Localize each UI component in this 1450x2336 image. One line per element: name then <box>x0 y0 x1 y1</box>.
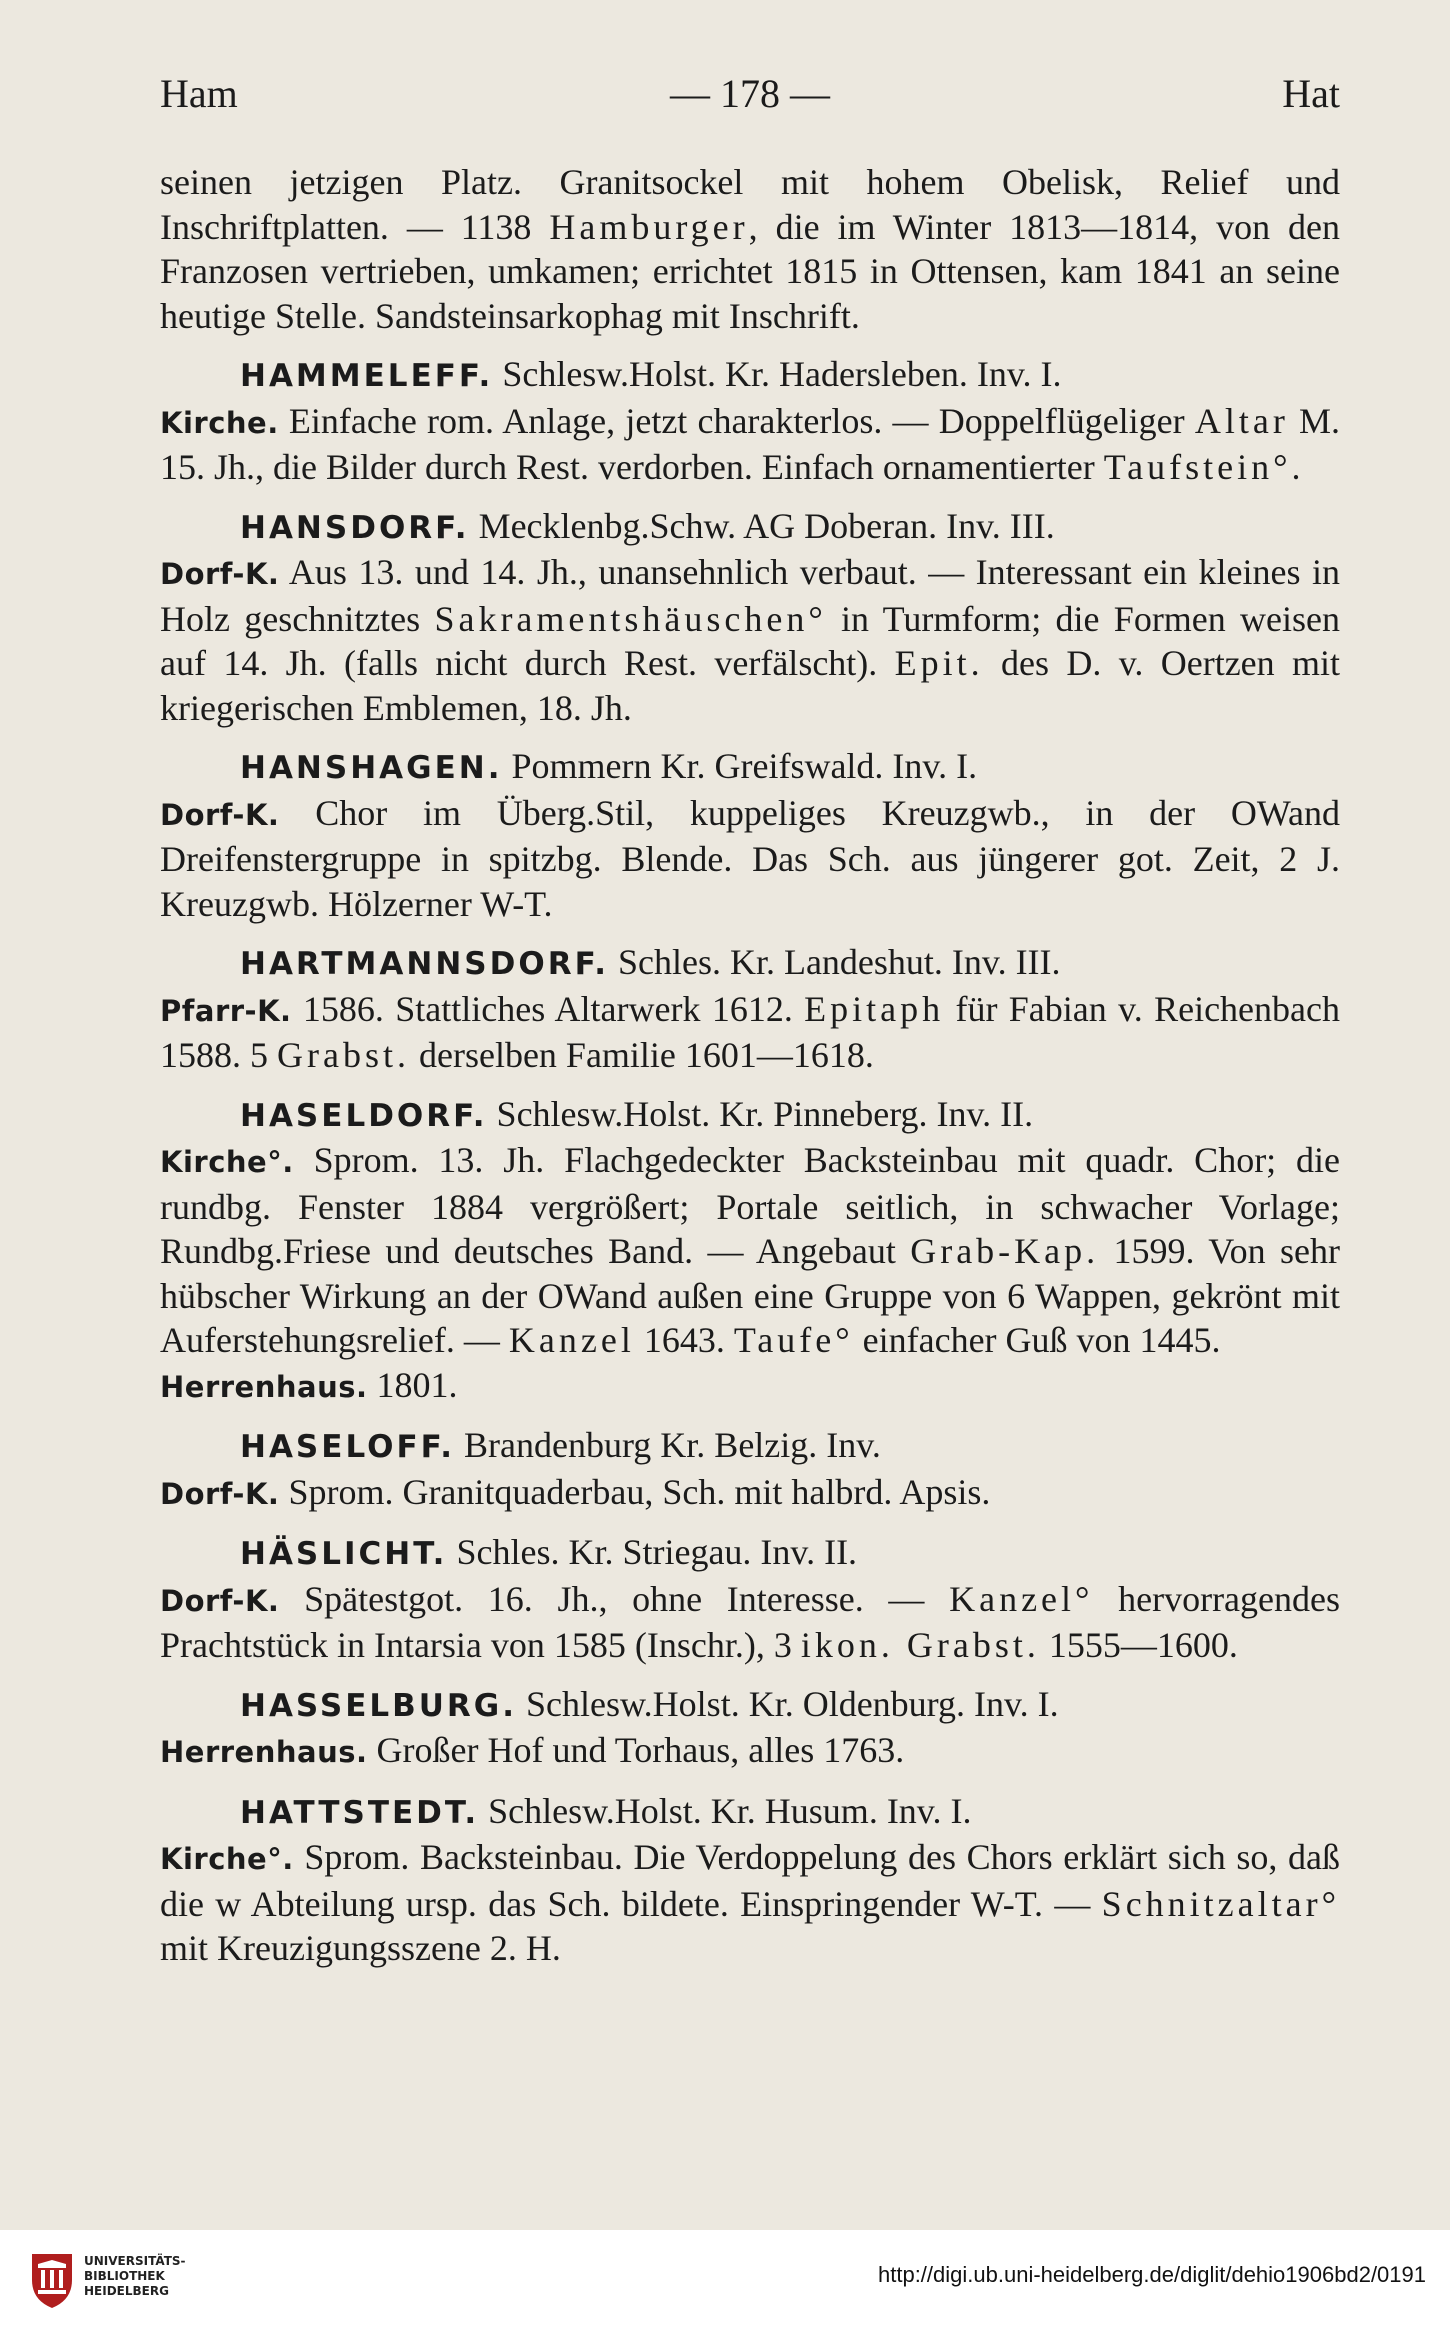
entry-text: des D. v. Oertzen mit kriegerischen Emblemen, 18. Jh. <box>160 643 1341 728</box>
entry-heading <box>160 1092 1340 1139</box>
spaced-term: Epitaph <box>804 988 945 1029</box>
source-url[interactable]: http://digi.ub.uni-heidelberg.de/diglit/dehio1906bd2/0191 <box>878 2262 1426 2287</box>
entry-text: mit Kreuzigungsszene 2. H. <box>160 1928 561 1968</box>
entry-body <box>160 1835 1340 1971</box>
place-name: HANSDORF. <box>240 509 470 546</box>
entry-text: M. 15. Jh., die Bilder durch Rest. verdorben. Einfach ornamentierter <box>160 400 1340 487</box>
entry-body <box>160 987 1340 1078</box>
intro-paragraph <box>160 160 1340 338</box>
building-label: Dorf-K. <box>160 797 280 832</box>
entry <box>160 1789 1340 1971</box>
entry-heading <box>160 1682 1340 1729</box>
entry-heading <box>160 504 1340 551</box>
entry-text: Sprom. Backsteinbau. Die Verdoppelung des Chors erklärt sich so, daß die w Abteilung ursp. das Sch. bildete. Einspringender W-T. — <box>160 1837 1340 1924</box>
region: Pommern Kr. Greifswald. Inv. I. <box>502 746 978 786</box>
entry-text: 1555—1600. <box>1039 1625 1238 1665</box>
place-name: HASSELBURG. <box>240 1687 518 1724</box>
entry-text: Aus 13. und 14. Jh., unansehnlich verbaut. — Interessant ein kleines in Holz geschnitztes <box>160 552 1340 639</box>
entry-body <box>160 1728 1340 1775</box>
spaced-term: Kanzel° <box>949 1578 1094 1619</box>
building-label: Dorf-K. <box>160 1583 280 1618</box>
header-right-catchword: Hat <box>1282 71 1340 116</box>
spaced-term: Taufe° <box>733 1320 854 1360</box>
spaced-term: Kanzel <box>508 1320 635 1360</box>
entry-body <box>160 791 1340 927</box>
spaced-term: Sakramentshäuschen° <box>434 598 827 639</box>
entry <box>160 1423 1340 1516</box>
building-label: Kirche°. <box>160 1145 294 1179</box>
place-name: HAMMELEFF. <box>240 358 494 394</box>
header-left-catchword: Ham <box>160 71 238 116</box>
spaced-term: Schnitzaltar° <box>1101 1883 1340 1924</box>
entry-body <box>160 1470 1340 1517</box>
entry-text: Sprom. Granitquaderbau, Sch. mit halbrd. Apsis. <box>279 1471 991 1512</box>
entry <box>160 1682 1340 1775</box>
entry-text: für Fabian v. Reichenbach 1588. 5 <box>160 988 1340 1075</box>
region: Schlesw.Holst. Kr. Husum. Inv. I. <box>479 1790 972 1831</box>
entry-text: 1599. Von sehr hübscher Wirkung an der OWand außen eine Gruppe von 6 Wappen, gekrönt mit Auferstehungsrelief. — <box>160 1231 1340 1360</box>
spaced-term: Grab-Kap. <box>910 1231 1100 1271</box>
entry-text: Großer Hof und Torhaus, alles 1763. <box>367 1730 905 1770</box>
region: Schles. Kr. Striegau. Inv. II. <box>447 1532 858 1572</box>
entry-text: Chor im Überg.Stil, kuppeliges Kreuzgwb., in der OWand Dreifenstergruppe in spitzbg. Blende. Das Sch. aus jüngerer got. Zeit, 2 J. Kreuzgwb. Hölzerner W-T. <box>160 792 1340 924</box>
place-name: HARTMANNSDORF. <box>240 946 609 982</box>
intro-text-2: , die im Winter 1813—1814, von den Franzosen vertrieben, umkamen; errichtet 1815 in Ottensen, kam 1841 an seine heutige Stelle. Sandsteinsarkophag mit Inschrift. <box>160 206 1340 336</box>
place-name: HANSHAGEN. <box>240 750 503 786</box>
place-name: HATTSTEDT. <box>240 1794 480 1831</box>
entry-heading <box>160 940 1340 987</box>
spaced-term: Altar <box>1194 400 1289 441</box>
region: Schlesw.Holst. Kr. Hadersleben. Inv. I. <box>493 354 1062 394</box>
page-number: — 178 — <box>670 71 830 116</box>
entry <box>160 352 1340 490</box>
entry <box>160 940 1340 1078</box>
entry-body <box>160 1138 1340 1363</box>
place-name: HÄSLICHT. <box>240 1536 448 1572</box>
footer-bar <box>0 2230 1450 2336</box>
entry-text: 1586. Stattliches Altarwerk 1612. <box>291 988 805 1029</box>
entry-text: hervorragendes Prachtstück in Intarsia von 1585 (Inschr.), 3 <box>160 1578 1341 1665</box>
entry-extra <box>160 1363 1340 1410</box>
region: Brandenburg Kr. Belzig. Inv. <box>455 1425 881 1465</box>
entry-text: . <box>1291 447 1301 487</box>
building-label: Kirche. <box>160 405 279 440</box>
page-text <box>160 160 1340 1971</box>
building-label: Herrenhaus. <box>160 1369 368 1404</box>
entry <box>160 744 1340 926</box>
entry-text: in Turmform; die Formen weisen auf 14. Jh. (falls nicht durch Rest. verfälscht). <box>160 598 1341 683</box>
spaced-term: Taufstein° <box>1103 447 1292 487</box>
entry-heading <box>160 352 1340 399</box>
building-label: Dorf-K. <box>160 1476 280 1511</box>
entry-text: 1801. <box>367 1364 458 1405</box>
entry-body <box>160 1577 1340 1668</box>
region: Mecklenbg.Schw. AG Doberan. Inv. III. <box>469 505 1055 546</box>
entries-list <box>160 352 1340 1971</box>
building-label: Herrenhaus. <box>160 1735 368 1769</box>
entry <box>160 1092 1340 1410</box>
entry-text: Sprom. 13. Jh. Flachgedeckter Backsteinbau mit quadr. Chor; die rundbg. Fenster 1884 vergrößert; Portale seitlich, in schwacher Vorlage; Rundbg.Friese und deutsches Band. — Angebaut <box>160 1140 1340 1271</box>
place-name: HASELOFF. <box>240 1429 456 1465</box>
intro-text-1: seinen jetzigen Platz. Granitsockel mit hohem Obelisk, Relief und Inschriftplatten. — 1138 <box>160 162 1340 247</box>
place-name: HASELDORF. <box>240 1097 488 1134</box>
entry-heading <box>160 1423 1340 1470</box>
entry-body <box>160 399 1340 490</box>
building-label: Pfarr-K. <box>160 993 292 1028</box>
region: Schlesw.Holst. Kr. Pinneberg. Inv. II. <box>487 1093 1034 1134</box>
entry-text: einfacher Guß von 1445. <box>853 1320 1221 1360</box>
spaced-term: Grabst. <box>277 1035 410 1075</box>
entry-text: Spätestgot. 16. Jh., ohne Interesse. — <box>279 1578 950 1619</box>
entry-text: derselben Familie 1601—1618. <box>409 1035 874 1075</box>
entry-text: 1643. <box>634 1320 734 1360</box>
institution-name: UNIVERSITÄTS- BIBLIOTHEK HEIDELBERG <box>84 2254 186 2298</box>
page-header <box>160 70 1340 130</box>
entry-body <box>160 550 1340 730</box>
university-seal-icon <box>28 2250 76 2310</box>
spaced-term: ikon. Grabst. <box>800 1625 1040 1665</box>
building-label: Kirche°. <box>160 1842 294 1876</box>
entry-heading <box>160 1530 1340 1577</box>
building-label: Dorf-K. <box>160 557 280 591</box>
entry-heading <box>160 744 1340 791</box>
entry-heading <box>160 1789 1340 1836</box>
region: Schles. Kr. Landeshut. Inv. III. <box>608 942 1061 982</box>
spaced-term: Epit. <box>894 643 984 683</box>
entry <box>160 1530 1340 1668</box>
intro-spaced-term: Hamburger <box>549 206 749 247</box>
entry-text: Einfache rom. Anlage, jetzt charakterlos. — Doppelflügeliger <box>278 400 1195 441</box>
region: Schlesw.Holst. Kr. Oldenburg. Inv. I. <box>517 1683 1059 1724</box>
entry <box>160 504 1340 731</box>
